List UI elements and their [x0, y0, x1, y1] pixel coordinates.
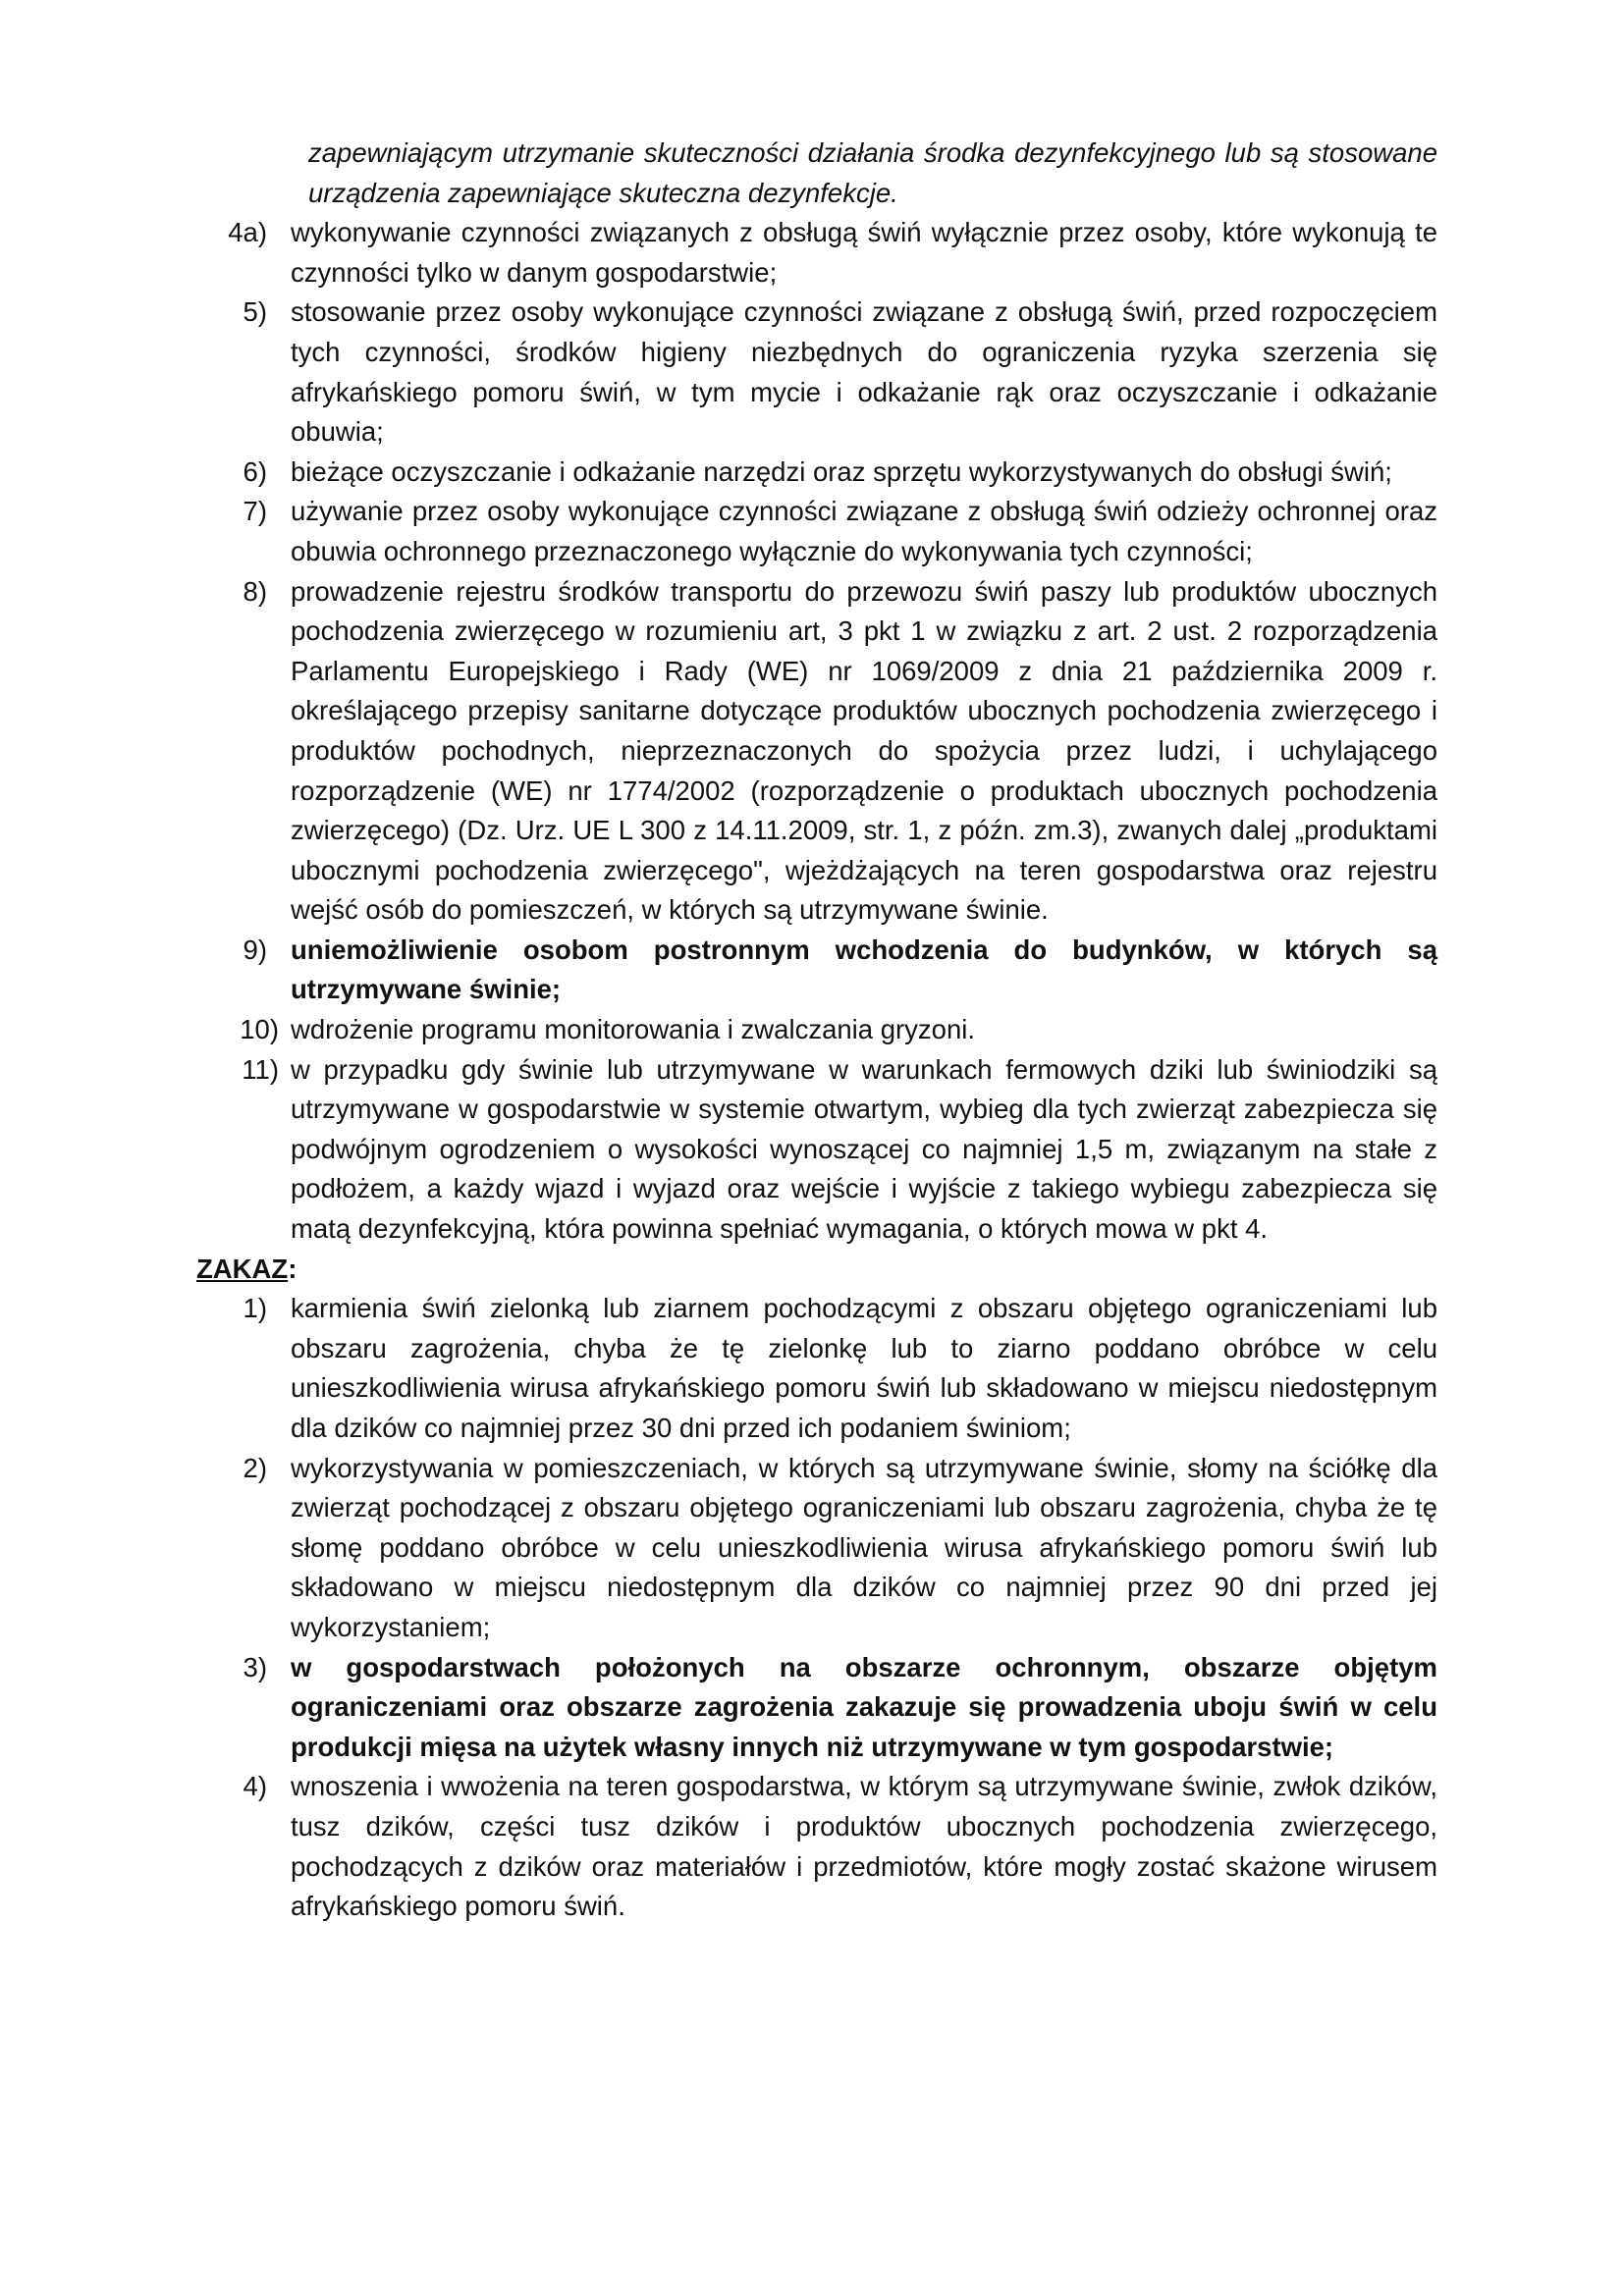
continuation-paragraph: zapewniającym utrzymanie skuteczności działania środka dezynfekcyjnego lub są stosowane urządzenia zapewniające skuteczna dezynfekcje.	[308, 137, 1437, 208]
item-text: stosowanie przez osoby wykonujące czynności związane z obsługą świń, przed rozpoczęciem tych czynności, środków higieny niezbędnych do ograniczenia ryzyka szerzenia się afrykańskiego pomoru świń, w tym mycie i odkażanie rąk oraz oczyszczanie i odkażanie obuwia;	[291, 296, 1437, 448]
item-text: bieżące oczyszczanie i odkażanie narzędzi oraz sprzętu wykorzystywanych do obsługi świń;	[291, 455, 1392, 487]
list-item	[196, 492, 1437, 571]
list-item	[196, 1010, 1437, 1050]
item-number: 3)	[243, 1651, 267, 1682]
item-text: używanie przez osoby wykonujące czynności związane z obsługą świń odzieży ochronnej oraz obuwia ochronnego przeznaczonego wyłącznie do wykonywania tych czynności;	[291, 496, 1437, 566]
list-item	[196, 1289, 1437, 1448]
list-item	[196, 1648, 1437, 1768]
item-text: wdrożenie programu monitorowania i zwalczania gryzoni.	[291, 1014, 975, 1045]
item-number: 11)	[242, 1053, 279, 1085]
item-number: 6)	[243, 455, 267, 487]
ban-heading	[196, 1250, 1437, 1290]
item-text-bold: w gospodarstwach położonych na obszarze ochronnym, obszarze objętym ograniczeniami oraz obszarze zagrożenia zakazuje się prowadzenia uboju świń w celu produkcji mięsa na użytek własny innych niż utrzymywane w tym gospodarstwie;	[291, 1651, 1437, 1762]
list-item	[196, 931, 1437, 1010]
item-text-bold: uniemożliwienie osobom postronnym wchodzenia do budynków, w których są utrzymywane świnie;	[291, 934, 1437, 1005]
list-item	[196, 293, 1437, 452]
item-text: wnoszenia i wwożenia na teren gospodarstwa, w którym są utrzymywane świnie, zwłok dzików, tusz dzików, części tusz dzików i produktów ubocznych pochodzenia zwierzęcego, pochodzących z dzików oraz materiałów i przedmiotów, które mogły zostać skażone wirusem afrykańskiego pomoru świń.	[291, 1771, 1437, 1922]
ban-heading-text: ZAKAZ	[196, 1253, 289, 1284]
obligations-list	[196, 213, 1437, 1249]
item-text: wykorzystywania w pomieszczeniach, w których są utrzymywane świnie, słomy na ściółkę dla zwierząt pochodzącej z obszaru objętego ograniczeniami lub obszaru zagrożenia, chyba że tę słomę poddano obróbce w celu unieszkodliwienia wirusa afrykańskiego pomoru świń lub składowano w miejscu niedostępnym dla dzików co najmniej przez 90 dni przed jej wykorzystaniem;	[291, 1452, 1437, 1642]
list-item	[196, 572, 1437, 931]
item-number: 1)	[243, 1293, 267, 1324]
item-number: 10)	[240, 1014, 279, 1045]
item-text: w przypadku gdy świnie lub utrzymywane w warunkach fermowych dziki lub świniodziki są utrzymywane w gospodarstwie w systemie otwartym, wybieg dla tych zwierząt zabezpiecza się podwójnym ogrodzeniem o wysokości wynoszącej co najmniej 1,5 m, związanym na stałe z podłożem, a każdy wjazd i wyjazd oraz wejście i wyjście z takiego wybiegu zabezpiecza się matą dezynfekcyjną, która powinna spełniać wymagania, o których mowa w pkt 4.	[291, 1053, 1437, 1245]
item-number: 9)	[243, 934, 267, 965]
item-number: 5)	[243, 296, 267, 328]
ban-heading-colon: :	[288, 1253, 298, 1284]
item-number: 8)	[243, 575, 267, 607]
item-text: wykonywanie czynności związanych z obsługą świń wyłącznie przez osoby, które wykonują te czynności tylko w danym gospodarstwie;	[291, 217, 1437, 288]
item-number: 4)	[243, 1771, 267, 1802]
list-item	[196, 453, 1437, 493]
item-number: 2)	[243, 1452, 267, 1483]
item-number: 7)	[243, 496, 267, 527]
item-text: karmienia świń zielonką lub ziarnem pochodzącymi z obszaru objętego ograniczeniami lub obszaru zagrożenia, chyba że tę zielonkę lub to ziarno poddano obróbce w celu unieszkodliwienia wirusa afrykańskiego pomoru świń lub składowano w miejscu niedostępnym dla dzików co najmniej przez 30 dni przed ich podaniem świniom;	[291, 1293, 1437, 1443]
list-item	[196, 1449, 1437, 1648]
bans-list	[196, 1289, 1437, 1927]
item-text: prowadzenie rejestru środków transportu do przewozu świń paszy lub produktów ubocznych pochodzenia zwierzęcego w rozumieniu art, 3 pkt 1 w związku z art. 2 ust. 2 rozporządzenia Parlamentu Europejskiego i Rady (WE) nr 1069/2009 z dnia 21 października 2009 r. określającego przepisy sanitarne dotyczące produktów ubocznych pochodzenia zwierzęcego i produktów pochodnych, nieprzeznaczonych do spożycia przez ludzi, i uchylającego rozporządzenie (WE) nr 1774/2002 (rozporządzenie o produktach ubocznych pochodzenia zwierzęcego) (Dz. Urz. UE L 300 z 14.11.2009, str. 1, z późn. zm.3), zwanych dalej „produktami ubocznymi pochodzenia zwierzęcego", wjeżdżających na teren gospodarstwa oraz rejestru wejść osób do pomieszczeń, w których są utrzymywane świnie.	[291, 575, 1437, 926]
list-item	[196, 1767, 1437, 1926]
list-item	[196, 213, 1437, 293]
list-item	[196, 1050, 1437, 1250]
document-body	[196, 133, 1437, 1927]
item-number: 4a)	[228, 217, 267, 248]
